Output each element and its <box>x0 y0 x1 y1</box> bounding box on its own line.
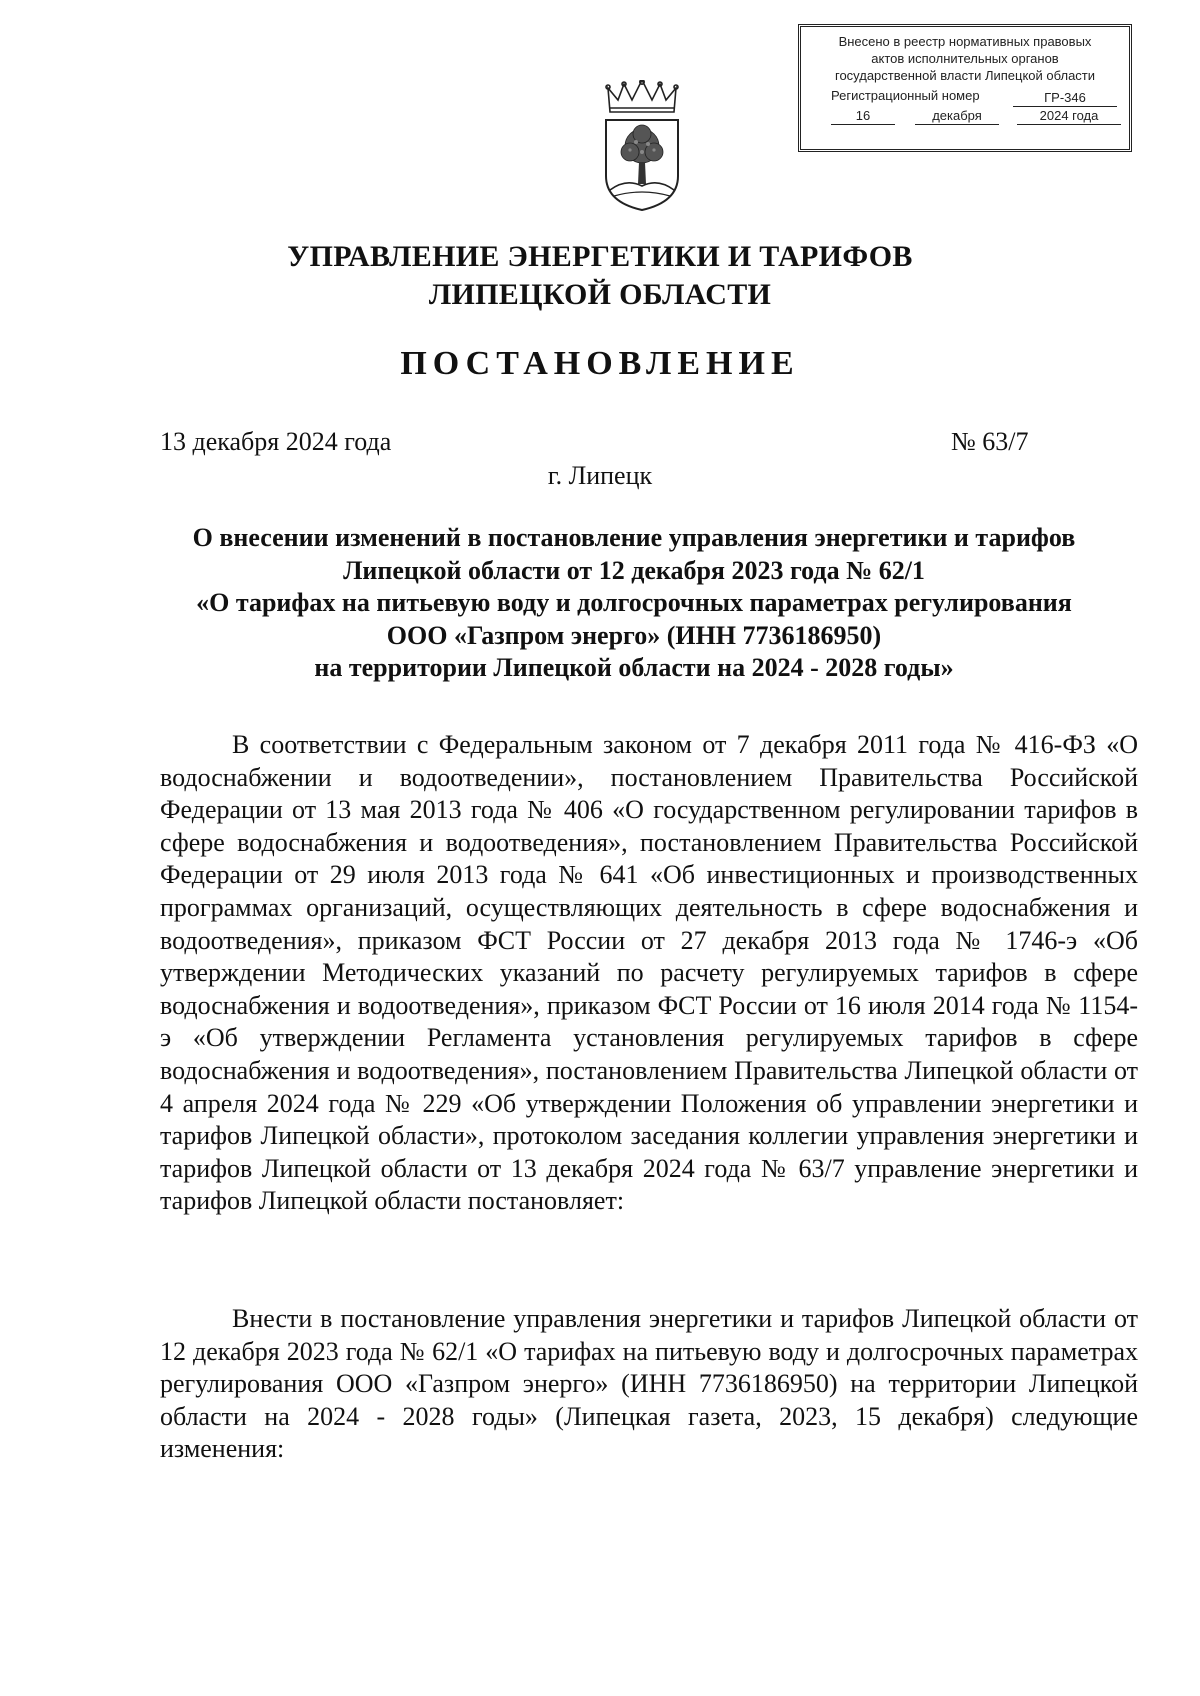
stamp-line-3: государственной власти Липецкой области <box>834 68 1096 83</box>
stamp-registration-number: ГР-346 <box>1013 89 1117 107</box>
stamp-date-row <box>801 105 1129 125</box>
stamp-registration-row <box>801 85 1129 105</box>
document-city: г. Липецк <box>547 461 653 490</box>
title-line-4: ООО «Газпром энерго» (ИНН 7736186950) <box>386 620 882 650</box>
coat-of-arms-icon <box>600 80 684 212</box>
document-type: ПОСТАНОВЛЕНИЕ <box>400 345 800 382</box>
stamp-line-1: Внесено в реестр нормативных правовых <box>838 34 1092 49</box>
document-number: № 63/7 <box>951 427 1029 456</box>
organization-line-2: ЛИПЕЦКОЙ ОБЛАСТИ <box>428 278 772 311</box>
body-paragraph-preamble: В соответствии с Федеральным законом от 7 декабря 2011 года № 416-ФЗ «О водоснабжении и водоотведении», постановлением Правительства Российской Федерации от 13 мая 2013 года № 406 «О государственном регулировании тарифов в сфере водоснабжения и водоотведения», постановлением Правительства Российской Федерации от 29 июля 2013 года № 641 «Об инвестиционных и производственных программах организаций, осуществляющих деятельность в сфере водоснабжения и водоотведения», приказом ФСТ России от 27 декабря 2013 года № 1746-э «Об утверждении Методических указаний по расчету регулируемых тарифов в сфере водоснабжения и водоотведения», приказом ФСТ России от 16 июля 2014 года № 1154-э «Об утверждении Регламента установления регулируемых тарифов в сфере водоснабжения и водоотведения», постановлением Правительства Липецкой области от 4 апреля 2024 года № 229 «Об утверждении Положения об управлении энергетики и тарифов Липецкой области», протоколом заседания коллегии управления энергетики и тарифов Липецкой области от 13 декабря 2024 года № 63/7 управление энергетики и тарифов Липецкой области постановляет: <box>160 730 1138 1216</box>
document-date: 13 декабря 2024 года <box>160 427 392 456</box>
stamp-line-2: актов исполнительных органов <box>871 51 1059 66</box>
stamp-registration-label: Регистрационный номер <box>831 88 980 103</box>
organization-heading <box>0 238 1200 314</box>
title-line-2: Липецкой области от 12 декабря 2023 года № 62/1 <box>343 555 925 585</box>
stamp-month: декабря <box>915 107 999 125</box>
organization-line-1: УПРАВЛЕНИЕ ЭНЕРГЕТИКИ И ТАРИФОВ <box>287 240 913 273</box>
registration-stamp <box>798 24 1132 152</box>
title-line-5: на территории Липецкой области на 2024 - 2028 годы» <box>314 653 954 682</box>
stamp-day: 16 <box>831 107 895 125</box>
title-line-1: О внесении изменений в постановление управления энергетики и тарифов <box>192 523 1076 552</box>
title-line-3: «О тарифах на питьевую воду и долгосрочных параметрах регулирования <box>196 588 1072 617</box>
document-title <box>140 522 1128 685</box>
stamp-year: 2024 года <box>1017 107 1121 125</box>
body-paragraph-decision: Внести в постановление управления энергетики и тарифов Липецкой области от 12 декабря 2023 года № 62/1 «О тарифах на питьевую воду и долгосрочных параметрах регулирования ООО «Газпром энерго» (ИНН 7736186950) на территории Липецкой области на 2024 - 2028 годы» (Липецкая газета, 2023, 15 декабря) следующие изменения: <box>160 1304 1138 1464</box>
